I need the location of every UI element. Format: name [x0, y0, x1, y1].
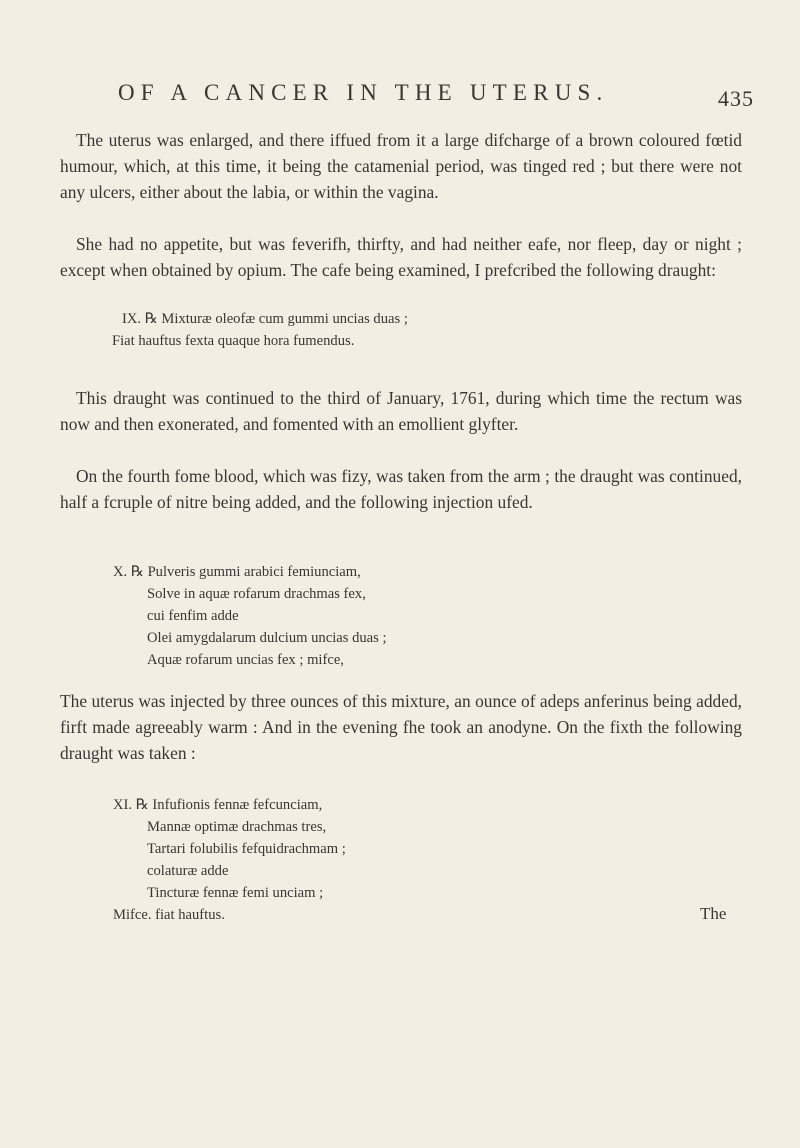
prescription-line: Aquæ rofarum uncias fex ; mifce, — [147, 652, 344, 668]
prescription-line: Tartari folubilis fefquidrachmam ; — [147, 841, 346, 857]
page-number: 435 — [718, 86, 754, 111]
paragraph-text: The uterus was injected by three ounces of this mixture, an ounce of adeps anferinus being added, firft made agreeably warm : And in the evening fhe took an anodyne. On the fixth the following draught was taken : — [60, 691, 742, 763]
prescription-xi — [113, 794, 743, 926]
paragraph-text: This draught was continued to the third of January, 1761, during which time the rectum was now and then exonerated, and fomented with an emollient glyfter. — [60, 388, 742, 434]
prescription-line: Olei amygdalarum dulcium uncias duas ; — [147, 630, 387, 646]
running-title: OF A CANCER IN THE UTERUS. — [118, 80, 609, 105]
prescription-line: Mannæ optimæ drachmas tres, — [147, 819, 327, 835]
prescription-line: Mifce. fiat hauftus. — [113, 907, 225, 923]
prescription-line: XI. ℞ Infufionis fennæ fefcunciam, — [113, 797, 323, 813]
prescription-x — [113, 561, 673, 671]
paragraph-text: The uterus was enlarged, and there iffued from it a large difcharge of a brown coloured fœtid humour, which, at this time, it being the catamenial period, was tinged red ; but there were not any ulcers, either about the labia, or within the vagina. — [60, 130, 742, 202]
prescription-line: IX. ℞ Mixturæ oleofæ cum gummi uncias duas ; — [122, 311, 408, 327]
prescription-line: colaturæ adde — [147, 863, 229, 879]
paragraph-text: She had no appetite, but was feverifh, thirfty, and had neither eafe, nor fleep, day or night ; except when obtained by opium. The cafe being examined, I prefcribed the following draught: — [60, 234, 742, 280]
body-paragraph-4 — [60, 463, 742, 515]
prescription-line: Solve in aquæ rofarum drachmas fex, — [147, 586, 366, 602]
body-paragraph-3 — [60, 385, 742, 437]
paragraph-text: On the fourth fome blood, which was fizy, was taken from the arm ; the draught was continued, half a fcruple of nitre being added, and the following injection ufed. — [60, 466, 742, 512]
prescription-line: Tincturæ fennæ femi unciam ; — [147, 885, 324, 901]
body-paragraph-5 — [60, 688, 742, 766]
catchword: The — [700, 904, 727, 923]
page-header — [0, 78, 800, 118]
prescription-line: Fiat hauftus fexta quaque hora fumendus. — [112, 333, 355, 349]
prescription-ix — [112, 308, 672, 352]
body-paragraph-2 — [60, 231, 742, 283]
prescription-line: X. ℞ Pulveris gummi arabici femiunciam, — [113, 564, 361, 580]
prescription-line: cui fenfim adde — [147, 608, 239, 624]
body-paragraph-1 — [60, 127, 742, 205]
